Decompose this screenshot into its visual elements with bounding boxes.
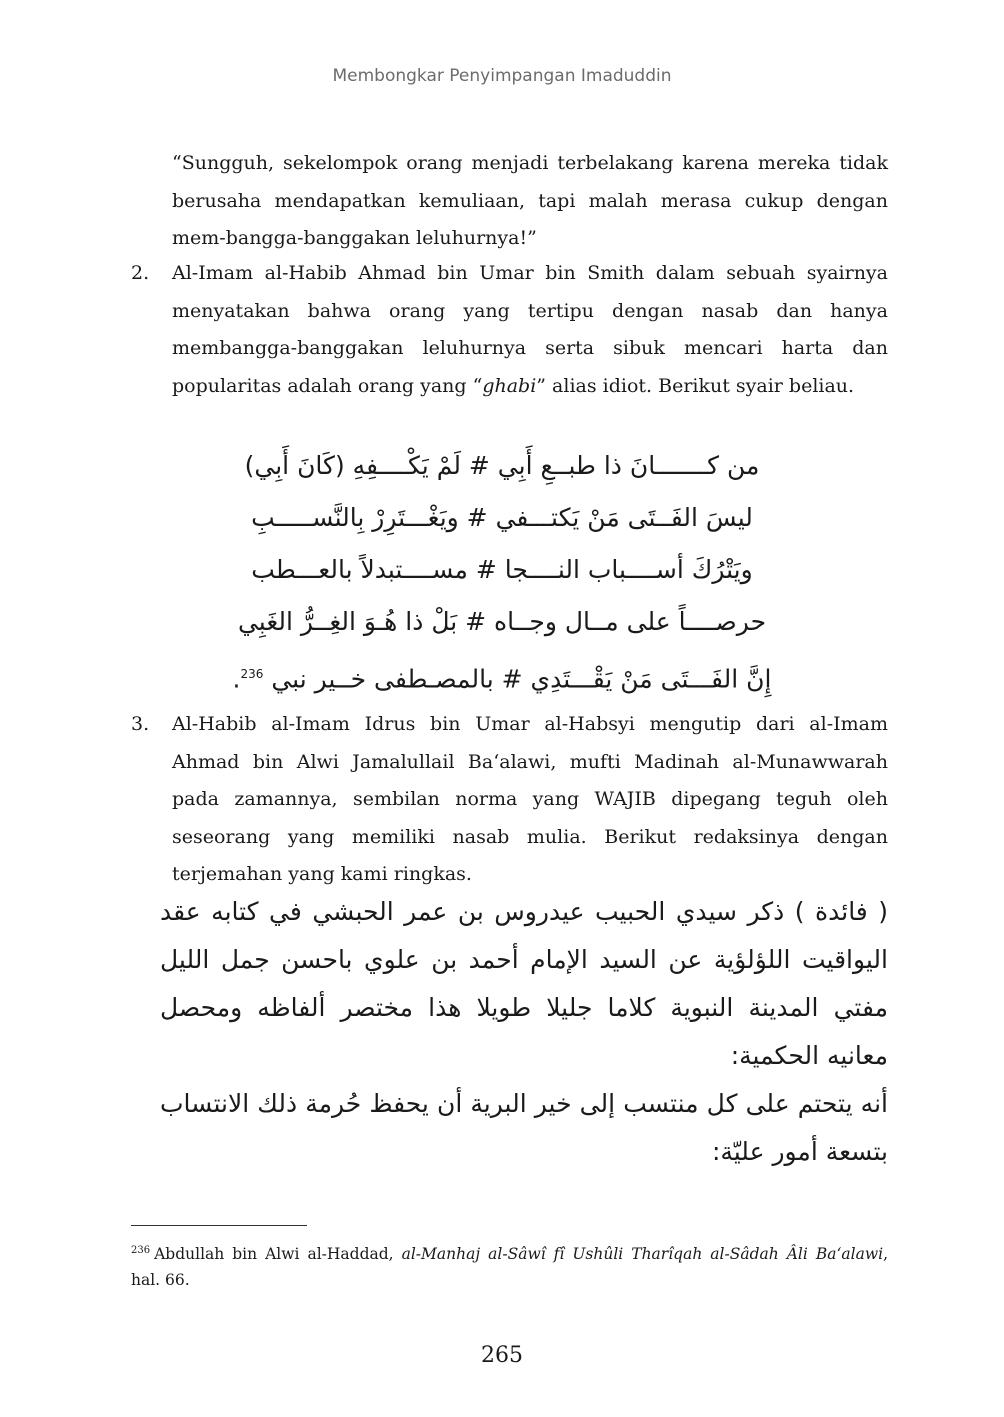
item-text-before: Al-Imam al-Habib Ahmad bin Umar bin Smith dalam sebuah syairnya menyatakan bahwa orang yang tertipu dengan nasab dan hanya membangga-banggakan leluhurnya serta sibuk mencari harta dan popularitas adalah orang yang “: [172, 262, 888, 397]
poem-line: حرصــــاً على مــال وجــاه # بَلْ ذا هُـوَ الغِــرُّ الغَبِي: [237, 607, 767, 636]
poem-line: ليسَ الفَــتَى مَنْ يَكتـــفي # ويَغْـــتَرِرْ بِالنَّســـــبِ: [251, 503, 753, 532]
footnote: [131, 1238, 888, 1293]
quote-paragraph: “Sungguh, sekelompok orang menjadi terbelakang karena mereka tidak berusaha mendapatkan kemuliaan, tapi malah merasa cukup dengan mem-bangga-banggakan leluhurnya!”: [172, 152, 888, 249]
arabic-quotation: [160, 888, 888, 1176]
list-item-text: [172, 255, 888, 405]
list-item-text: Al-Habib al-Imam Idrus bin Umar al-Habsyi mengutip dari al-Imam Ahmad bin Alwi Jamalullail Ba‘alawi, mufti Madinah al-Munawwarah pada zamannya, sembilan norma yang WAJIB dipegang teguh oleh seseorang yang memiliki nasab mulia. Berikut redaksinya dengan terjemahan yang kami ringkas.: [172, 713, 888, 885]
arabic-paragraph: أنه يتحتم على كل منتسب إلى خير البرية أن يحفظ حُرمة ذلك الانتساب بتسعة أمور عليّة:: [160, 1089, 888, 1166]
poem-line-text: إِنَّ الفَـــتَى مَنْ يَقْـــتَدِي # بالمصـطفى خــير نبي: [271, 664, 772, 694]
poem-line: من كـــــــانَ ذا طبــعِ أَبِي # لَمْ يَكْــــفِهِ (كَانَ أَبِي): [244, 451, 760, 480]
list-number: 3.: [131, 713, 150, 735]
item-term: ghabi: [482, 374, 537, 397]
poem-line: ويَتْرُكَ أســــباب النــــجا # مســــتبدلاً بالعـــطب: [251, 555, 753, 584]
footnote-marker[interactable]: 236: [240, 667, 264, 681]
arabic-poem: [200, 440, 804, 700]
footnote-number: 236: [131, 1245, 151, 1256]
footnote-divider: [131, 1225, 307, 1226]
page-number: 265: [481, 1343, 523, 1368]
list-number: 2.: [131, 262, 150, 284]
running-header: Membongkar Penyimpangan Imaduddin: [332, 66, 672, 86]
arabic-paragraph: ( فائدة ) ذكر سيدي الحبيب عيدروس بن عمر الحبشي في كتابه عقد اليواقيت اللؤلؤية عن السيد الإمام أحمد بن علوي باحسن جمل الليل مفتي المدينة النبوية كلاما جليلا طويلا هذا مختصر ألفاظه ومحصل معانيه الحكمية:: [160, 897, 888, 1070]
item-text-after: ” alias idiot. Berikut syair beliau.: [536, 374, 855, 397]
footnote-title: al-Manhaj al-Sâwî fî Ushûli Tharîqah al-Sâdah Âli Ba‘alawi: [401, 1245, 884, 1264]
poem-line: [200, 648, 804, 700]
footnote-text-after: , hal. 66.: [131, 1245, 888, 1290]
footnote-text-before: Abdullah bin Alwi al-Haddad,: [154, 1245, 402, 1264]
poem-final-period: .: [232, 664, 241, 694]
